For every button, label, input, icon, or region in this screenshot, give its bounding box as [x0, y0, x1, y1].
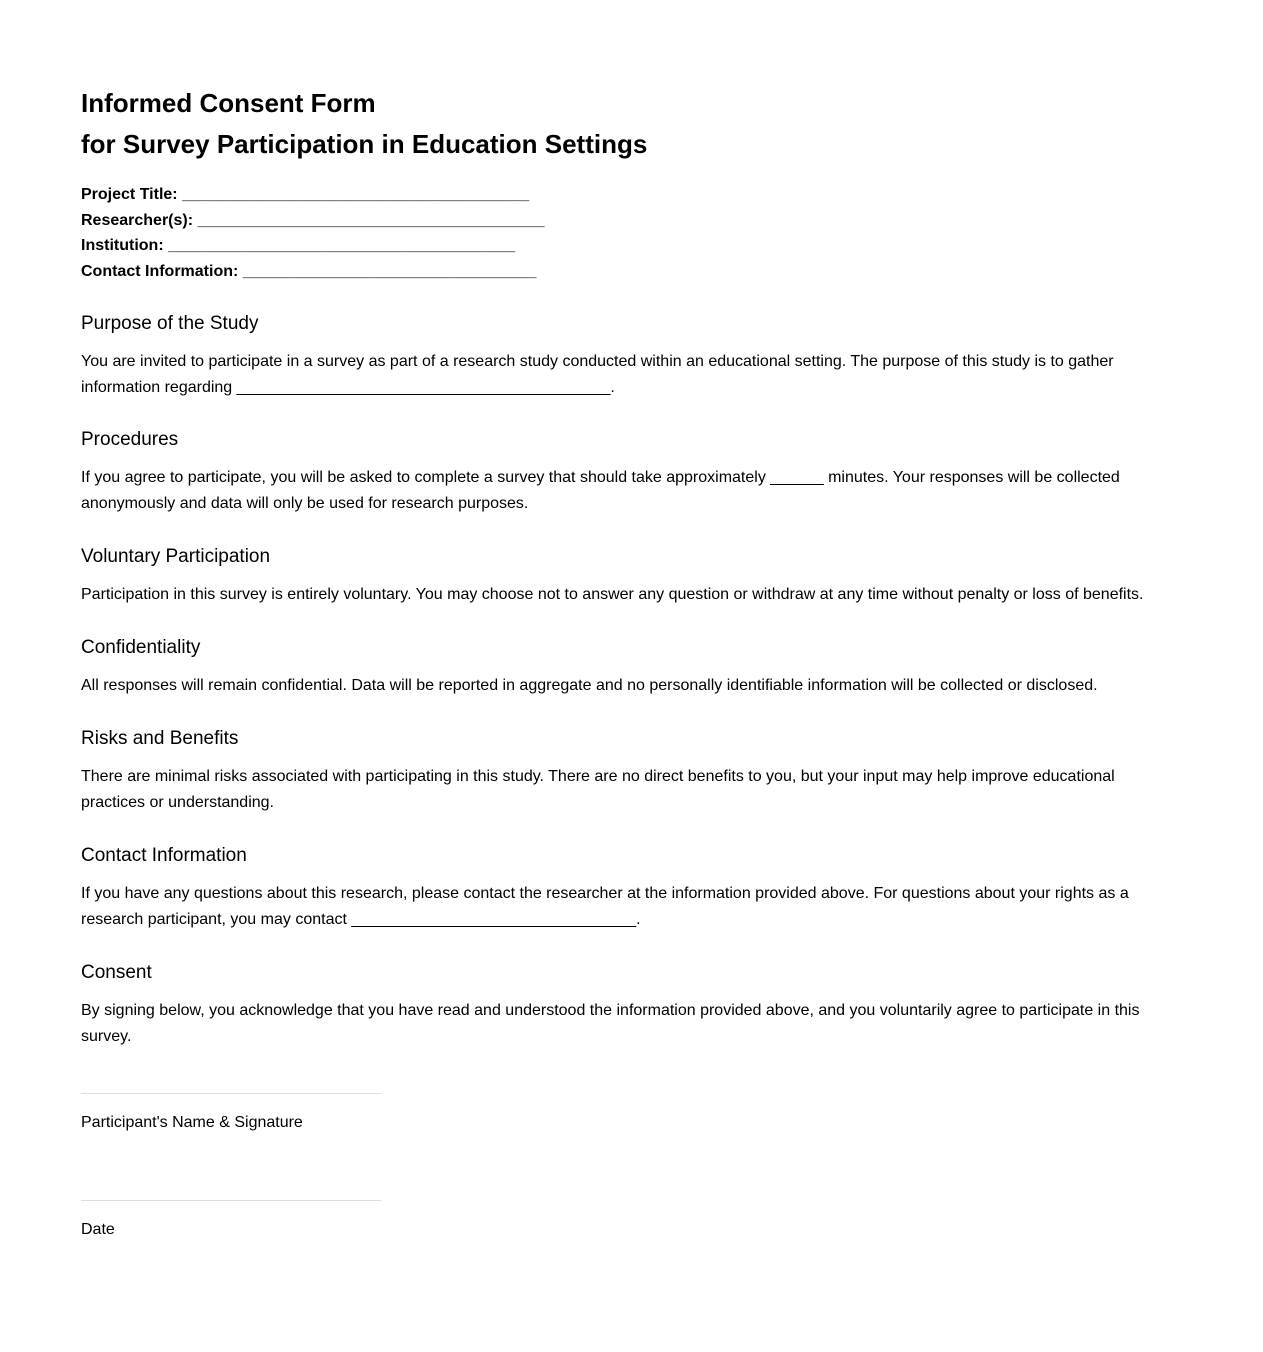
- section-heading: Voluntary Participation: [81, 545, 271, 567]
- field-institution: [81, 233, 1181, 259]
- field-blank: _________________________________: [242, 263, 537, 281]
- section-heading: Contact Information: [81, 844, 247, 866]
- section-consent: [81, 961, 1181, 1050]
- title-line-1: Informed Consent Form: [81, 88, 376, 118]
- field-label: Contact Information:: [81, 263, 239, 281]
- section-text: You are invited to participate in a survey as part of a research study conducted within an educational setting. The purpose of this study is to gather information regarding __________________________________________.: [81, 352, 1114, 396]
- date-line[interactable]: [81, 1200, 381, 1201]
- section-heading: Risks and Benefits: [81, 727, 239, 749]
- field-blank: _______________________________________: [168, 237, 516, 255]
- section-text: If you have any questions about this research, please contact the researcher at the information provided above. For questions about your rights as a research participant, you may contact ________________________________.: [81, 884, 1129, 928]
- field-contact-information: [81, 259, 1181, 285]
- section-risks-benefits: [81, 727, 1181, 816]
- field-researchers: [81, 208, 1181, 234]
- field-blank: _______________________________________: [182, 186, 530, 203]
- field-label: Researcher(s):: [81, 211, 194, 229]
- section-contact-information: [81, 844, 1181, 933]
- section-heading: Confidentiality: [81, 636, 201, 658]
- signature-label: Participant's Name & Signature: [81, 1114, 303, 1131]
- section-text: By signing below, you acknowledge that you have read and understood the information provided above, and you voluntarily agree to participate in this survey.: [81, 1001, 1140, 1045]
- section-voluntary-participation: [81, 545, 1181, 608]
- field-blank: _______________________________________: [197, 211, 545, 229]
- section-text: Participation in this survey is entirely voluntary. You may choose not to answer any question or withdraw at any time without penalty or loss of benefits.: [81, 585, 1144, 603]
- section-text: All responses will remain confidential. Data will be reported in aggregate and no personally identifiable information will be collected or disclosed.: [81, 676, 1098, 694]
- page-title: [81, 83, 1181, 165]
- field-label: Project Title:: [81, 186, 178, 203]
- section-procedures: [81, 428, 1181, 517]
- section-heading: Procedures: [81, 428, 179, 450]
- section-heading: Purpose of the Study: [81, 312, 259, 334]
- consent-form: [81, 83, 1181, 1050]
- date-label: Date: [81, 1221, 115, 1238]
- date-signature-block: [81, 1200, 381, 1240]
- title-line-2: for Survey Participation in Education Settings: [81, 129, 648, 159]
- project-info-fields: [81, 182, 1181, 285]
- section-text: There are minimal risks associated with participating in this study. There are no direct benefits to you, but your input may help improve educational practices or understanding.: [81, 767, 1115, 811]
- section-text: If you agree to participate, you will be asked to complete a survey that should take approximately ______ minutes. Your responses will be collected anonymously and data will only be used for research purposes.: [81, 468, 1120, 512]
- participant-signature-block: [81, 1093, 381, 1133]
- field-label: Institution:: [81, 237, 164, 255]
- section-heading: Consent: [81, 961, 152, 983]
- section-confidentiality: [81, 636, 1181, 699]
- field-project-title: [81, 182, 1181, 208]
- signature-line[interactable]: [81, 1093, 381, 1094]
- section-purpose: [81, 312, 1181, 401]
